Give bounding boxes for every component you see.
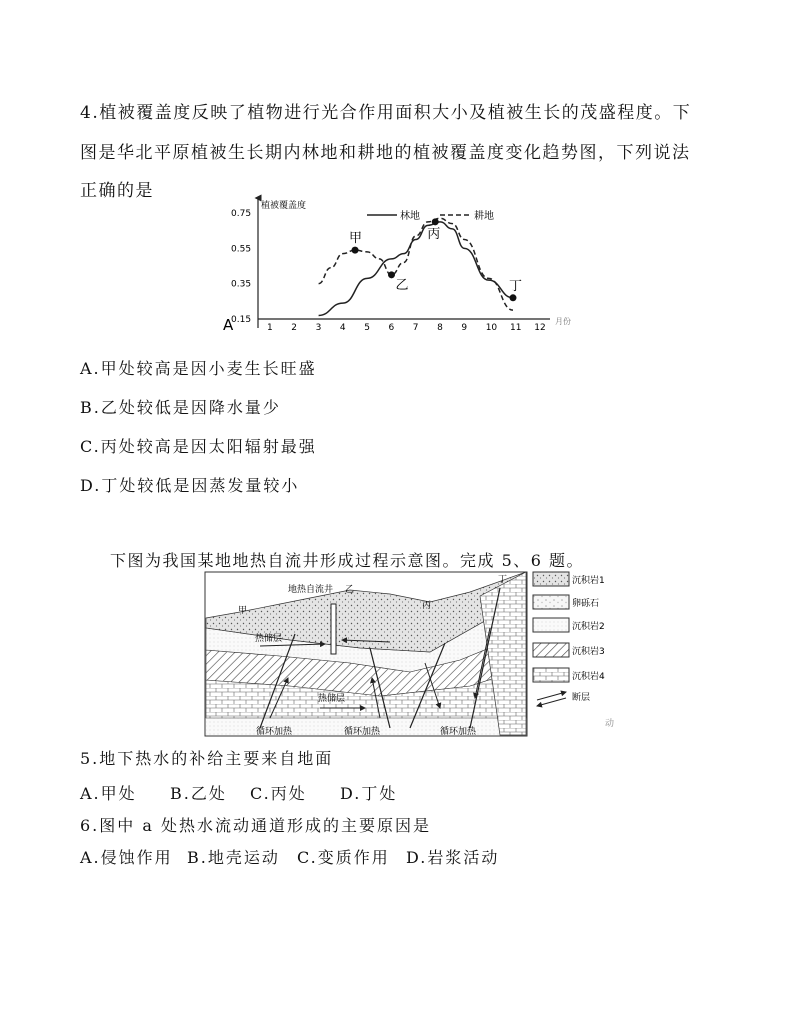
series-farmland-line [319,218,513,310]
q6-option-d[interactable]: D.岩浆活动 [406,848,500,867]
legend-sed1: 沉积岩1 [572,576,605,586]
geothermal-well-diagram [200,568,620,740]
q5-option-c[interactable]: C.丙处 [250,784,307,803]
diagram-legend [533,572,614,729]
point-label: 丁 [509,278,523,294]
legend-farmland: 耕地 [474,211,494,222]
q56-intro: 下图为我国某地地热自流井形成过程示意图。完成 5、6 题。 [110,551,585,570]
x-tick-label: 12 [534,323,546,333]
place-jia: 甲 [238,606,248,616]
legend-gravel: 卵砾石 [572,599,600,609]
q5-option-d[interactable]: D.丁处 [340,784,398,803]
legend-fault: 断层 [572,693,591,703]
place-ding: 丁 [498,575,508,585]
q4-option-c[interactable]: C.丙处较高是因太阳辐射最强 [80,437,317,456]
reservoir-label-upper: 热储层 [255,634,283,644]
y-tick-label: 0.15 [231,315,252,325]
q5-stem: 5.地下热水的补给主要来自地面 [80,749,334,768]
q4-option-b[interactable]: B.乙处较低是因降水量少 [80,398,281,417]
q6-option-b[interactable]: B.地壳运动 [187,848,280,867]
x-tick-label: 9 [461,323,468,333]
point-marker [388,271,395,278]
q4-stem-line-3: 正确的是 [80,181,154,201]
x-tick-label: 6 [388,323,395,333]
legend [367,209,494,222]
point-label: 丙 [427,226,441,242]
place-yi: 乙 [345,585,355,595]
vegetation-coverage-chart [215,190,595,340]
point-marker [510,294,517,301]
x-tick-label: 3 [315,323,322,333]
x-tick-label: 11 [510,323,522,333]
point-label: 甲 [349,231,363,247]
legend-forest: 林地 [400,211,420,222]
q6-stem: 6.图中 a 处热水流动通道形成的主要原因是 [80,816,431,835]
y-tick-label: 0.35 [231,279,252,290]
x-tick-label: 2 [291,323,298,333]
q5-option-b[interactable]: B.乙处 [170,784,227,803]
x-tick-label: 7 [412,323,419,333]
point-label: 乙 [395,277,409,293]
origin-label: A [223,316,234,334]
point-marker [432,218,439,225]
reservoir-label-lower: 热储层 [318,694,346,704]
y-tick-label: 0.55 [231,244,252,255]
point-marker [352,247,359,254]
place-bing: 丙 [422,601,432,611]
q6-option-c[interactable]: C.变质作用 [297,848,390,867]
well-label: 地热自流井 [288,585,334,595]
series-forest-line [319,222,513,316]
heating-label-1: 循环加热 [256,727,293,737]
q5-option-a[interactable]: A.甲处 [80,784,137,803]
q4-stem-line-2: 图是华北平原植被生长期内林地和耕地的植被覆盖度变化趋势图，下列说法 [80,143,691,163]
legend-sed2: 沉积岩2 [572,622,605,632]
q4-option-a[interactable]: A.甲处较高是因小麦生长旺盛 [80,359,317,378]
x-tick-label: 10 [485,323,498,333]
x-tick-label: 5 [364,323,370,333]
x-axis-label: 月份 [555,317,571,326]
q4-option-d[interactable]: D.丁处较低是因蒸发量较小 [80,476,300,495]
heating-label-3: 循环加热 [440,727,477,737]
q6-option-a[interactable]: A.侵蚀作用 [80,848,173,867]
legend-sed3: 沉积岩3 [572,647,605,657]
x-tick-label: 4 [339,323,346,333]
legend-tail: 动 [605,719,615,729]
y-tick-label: 0.75 [231,209,252,219]
q4-stem-line-1: 4.植被覆盖度反映了植物进行光合作用面积大小及植被生长的茂盛程度。下 [80,103,692,123]
x-tick-label: 1 [267,323,273,333]
y-axis-label: 植被覆盖度 [261,201,307,211]
heating-label-2: 循环加热 [344,727,381,737]
x-tick-label: 8 [437,323,443,333]
legend-sed4: 沉积岩4 [572,672,605,682]
